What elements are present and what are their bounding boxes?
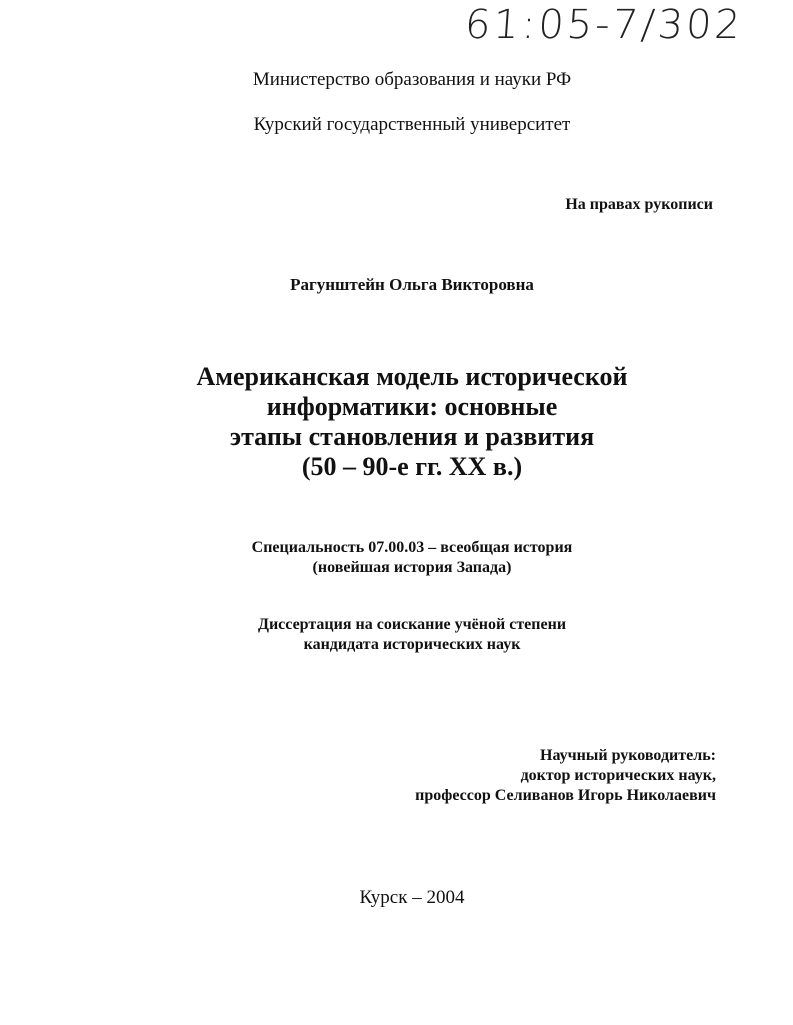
supervisor-line: профессор Селиванов Игорь Николаевич xyxy=(415,787,716,804)
supervisor-line: Научный руководитель: xyxy=(540,747,716,764)
specialty xyxy=(0,538,793,578)
title-line: Американская модель исторической xyxy=(196,362,628,391)
degree-line: кандидата исторических наук xyxy=(303,636,521,653)
university-name: Курский государственный университет xyxy=(253,114,571,135)
handwritten-archive-number: 61:05-7/302 xyxy=(463,2,745,48)
degree-line: Диссертация на соискание учёной степени xyxy=(257,616,567,633)
specialty-line: (новейшая история Запада) xyxy=(312,559,512,576)
manuscript-note: На правах рукописи xyxy=(565,196,713,213)
supervisor-line: доктор исторических наук, xyxy=(520,767,716,784)
title-line: информатики: основные xyxy=(266,392,558,421)
author-name: Рагунштейн Ольга Викторовна xyxy=(290,275,534,294)
specialty-line: Специальность 07.00.03 – всеобщая история xyxy=(251,539,573,556)
ministry-name: Министерство образования и науки РФ xyxy=(252,69,572,90)
supervisor-block xyxy=(415,746,716,806)
title-line: этапы становления и развития xyxy=(229,422,595,451)
degree-statement xyxy=(0,615,793,655)
dissertation-title xyxy=(0,362,793,482)
title-line: (50 – 90-е гг. XX в.) xyxy=(301,452,523,481)
place-and-year: Курск – 2004 xyxy=(359,887,465,908)
